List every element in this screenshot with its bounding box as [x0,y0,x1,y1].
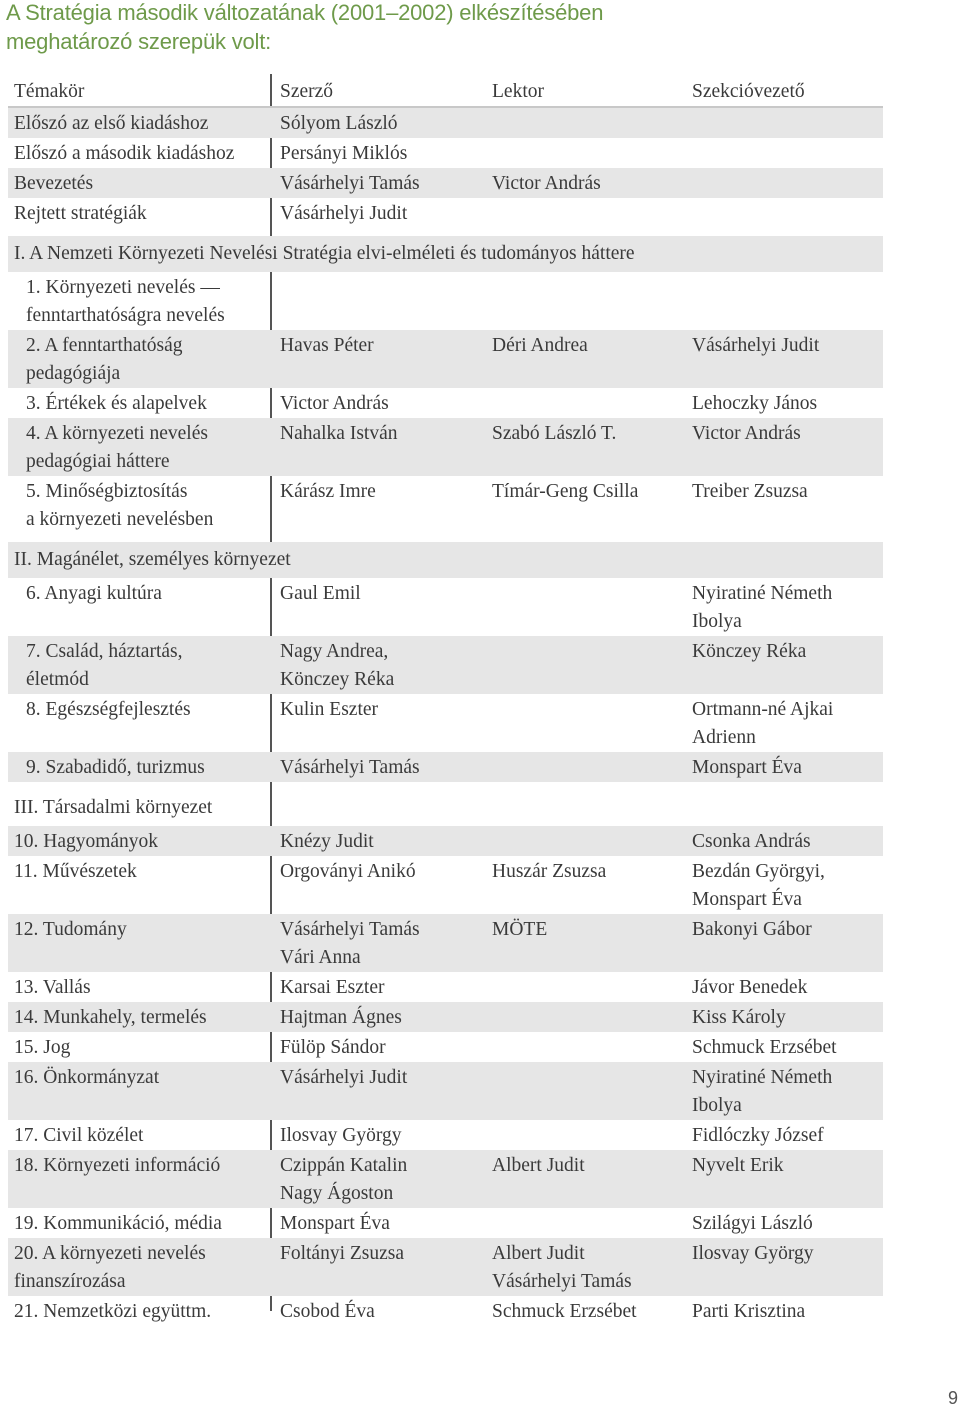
topic-cell [8,110,272,138]
section-lead-cell [686,478,883,506]
topic-cell [8,1004,272,1032]
section-lead-cell [686,974,883,1002]
header-reviewer: Lektor [492,81,544,102]
cell-line: Előszó az első kiadáshoz [14,113,209,134]
topic-cell [8,332,272,388]
section-row [8,542,883,578]
author-cell [272,858,486,886]
table-row [8,636,883,694]
author-cell [272,1004,486,1032]
topic-cell [8,200,272,228]
cell-line: 11. Művészetek [14,861,137,882]
cell-line: Victor András [692,423,801,444]
cell-line: Nyiratiné Németh [692,1067,833,1088]
table-row [8,1120,883,1150]
table-row [8,138,883,168]
topic-cell [8,170,272,198]
cell-line: 7. Család, háztartás, [26,641,183,662]
section-lead-cell [686,696,883,752]
cell-line: Ibolya [692,1095,742,1116]
cell-line: Vásárhelyi Judit [692,335,820,356]
table-row [8,578,883,636]
cell-line: Sólyom László [280,113,398,134]
author-cell [272,170,486,198]
cell-line: 14. Munkahely, termelés [14,1007,207,1028]
reviewer-cell [486,1240,686,1296]
author-cell [272,200,486,228]
cell-line: 17. Civil közélet [14,1125,144,1146]
cell-line: Tímár-Geng Csilla [492,481,639,502]
cell-line: Déri Andrea [492,335,588,356]
topic-cell [8,420,272,476]
author-cell [272,1034,486,1062]
cell-line: Nahalka István [280,423,398,444]
section-row [8,236,883,272]
cell-line: fenntarthatóságra nevelés [26,305,225,326]
author-cell [272,1298,486,1326]
cell-line: 21. Nemzetközi együttm. [14,1301,212,1322]
header-author: Szerző [280,81,334,102]
cell-line: Kiss Károly [692,1007,786,1028]
topic-cell [8,1152,272,1180]
author-cell [272,580,486,608]
section-lead-cell [686,1240,883,1268]
cell-line: Bevezetés [14,173,94,194]
cell-line: Előszó a második kiadáshoz [14,143,235,164]
table-row [8,972,883,1002]
table-row [8,752,883,782]
cell-line: Foltányi Zsuzsa [280,1243,405,1264]
table-row [8,1238,883,1296]
reviewer-cell [486,916,686,944]
cell-line: 9. Szabadidő, turizmus [26,757,205,778]
cell-line: Szabó László T. [492,423,617,444]
table-row [8,856,883,914]
section-lead-cell [686,1152,883,1180]
topic-cell [8,858,272,886]
section-lead-cell [686,1298,883,1326]
reviewer-cell [486,1298,686,1326]
reviewer-cell [486,478,686,506]
section-row [8,790,883,826]
cell-line: Vásárhelyi Judit [280,203,408,224]
table-row [8,826,883,856]
cell-line: Karsai Eszter [280,977,385,998]
cell-line: életmód [26,669,89,690]
cell-line: Vásárhelyi Tamás [280,919,420,940]
cell-line: Ibolya [692,611,742,632]
topic-cell [8,390,272,418]
topic-cell [8,1064,272,1092]
table-row [8,1002,883,1032]
cell-line: 10. Hagyományok [14,831,159,852]
topic-cell [8,274,272,330]
reviewer-cell [486,170,686,198]
table-row [8,168,883,198]
table-row [8,198,883,228]
table-row [8,330,883,388]
topic-cell [8,754,272,782]
cell-line: Persányi Miklós [280,143,408,164]
cell-line: Könczey Réka [280,669,395,690]
cell-line: MÖTE [492,919,548,940]
cell-line: Csonka András [692,831,811,852]
cell-line: Könczey Réka [692,641,807,662]
author-cell [272,696,486,724]
cell-line: pedagógiája [26,363,121,384]
cell-line: Huszár Zsuzsa [492,861,607,882]
cell-line: a környezeti nevelésben [26,509,214,530]
cell-line: Kulin Eszter [280,699,379,720]
cell-line: Nagy Ágoston [280,1183,394,1204]
cell-line: Gaul Emil [280,583,361,604]
cell-line: finanszírozása [14,1271,126,1292]
topic-cell [8,696,272,724]
topic-cell [8,580,272,608]
author-cell [272,1152,486,1208]
cell-line: 4. A környezeti nevelés [26,423,208,444]
topic-cell [8,1240,272,1296]
section-lead-cell [686,1210,883,1238]
cell-line: Havas Péter [280,335,374,356]
table-row [8,1062,883,1120]
table-row [8,914,883,972]
cell-line: Ilosvay György [280,1125,402,1146]
section-lead-cell [686,1122,883,1150]
reviewer-cell [486,332,686,360]
cell-line: Nyvelt Erik [692,1155,784,1176]
cell-line: Ilosvay György [692,1243,814,1264]
cell-line: Kárász Imre [280,481,376,502]
header-section-lead: Szekcióvezető [692,81,805,102]
cell-line: Schmuck Erzsébet [492,1301,637,1322]
page-number: 9 [947,1388,958,1408]
table-row [8,418,883,476]
topic-cell [8,1122,272,1150]
author-cell [272,1064,486,1092]
cell-line: pedagógiai háttere [26,451,170,472]
cell-line: 8. Egészségfejlesztés [26,699,191,720]
topic-cell [8,638,272,694]
cell-line: 1. Környezeti nevelés — [26,277,220,298]
author-cell [272,390,486,418]
cell-line: Monspart Éva [280,1213,390,1234]
cell-line: Adrienn [692,727,756,748]
topic-cell [8,828,272,856]
cell-line: 3. Értékek és alapelvek [26,393,207,414]
section-lead-cell [686,390,883,418]
author-cell [272,916,486,972]
cell-line: 12. Tudomány [14,919,127,940]
author-cell [272,110,486,138]
cell-line: 5. Minőségbiztosítás [26,481,188,502]
section-lead-cell [686,638,883,666]
cell-line: Csobod Éva [280,1301,375,1322]
author-cell [272,478,486,506]
table-row [8,108,883,138]
cell-line: Czippán Katalin [280,1155,408,1176]
cell-line: Fülöp Sándor [280,1037,386,1058]
section-lead-cell [686,858,883,914]
author-cell [272,332,486,360]
cell-line: Ortmann-né Ajkai [692,699,834,720]
heading-line-2: meghatározó szerepük volt: [6,29,272,54]
section-title: I. A Nemzeti Környezeti Nevelési Stratégia elvi-elméleti és tudományos háttere [14,243,635,264]
author-cell [272,974,486,1002]
cell-line: Vásárhelyi Judit [280,1067,408,1088]
cell-line: Knézy Judit [280,831,374,852]
cell-line: Vári Anna [280,947,361,968]
cell-line: 19. Kommunikáció, média [14,1213,222,1234]
cell-line: Jávor Benedek [692,977,808,998]
author-cell [272,754,486,782]
section-lead-cell [686,1034,883,1062]
cell-line: Albert Judit [492,1155,585,1176]
table-row [8,388,883,418]
cell-line: Nyiratiné Németh [692,583,833,604]
topic-cell [8,974,272,1002]
section-lead-cell [686,1004,883,1032]
section-lead-cell [686,754,883,782]
page-heading [6,0,766,56]
cell-line: Schmuck Erzsébet [692,1037,837,1058]
cell-line: Parti Krisztina [692,1301,806,1322]
cell-line: Fidlóczky József [692,1125,824,1146]
topic-cell [8,1298,272,1326]
cell-line: Vásárhelyi Tamás [492,1271,632,1292]
section-lead-cell [686,1064,883,1120]
cell-line: Hajtman Ágnes [280,1007,402,1028]
cell-line: 16. Önkormányzat [14,1067,160,1088]
cell-line: Treiber Zsuzsa [692,481,808,502]
reviewer-cell [486,1152,686,1180]
table-row [8,1032,883,1062]
cell-line: Vásárhelyi Tamás [280,757,420,778]
header-topic: Témakör [14,81,85,102]
topic-cell [8,140,272,168]
author-cell [272,420,486,448]
author-cell [272,1240,486,1268]
cell-line: Nagy Andrea, [280,641,389,662]
table-row [8,476,883,534]
cell-line: 20. A környezeti nevelés [14,1243,206,1264]
reviewer-cell [486,858,686,886]
section-lead-cell [686,332,883,360]
cell-line: Victor András [280,393,389,414]
cell-line: Bakonyi Gábor [692,919,812,940]
cell-line: Szilágyi László [692,1213,813,1234]
cell-line: Orgoványi Anikó [280,861,416,882]
author-cell [272,1210,486,1238]
author-cell [272,828,486,856]
author-cell [272,140,486,168]
table-row [8,1208,883,1238]
cell-line: 13. Vallás [14,977,91,998]
section-lead-cell [686,916,883,944]
topic-cell [8,1034,272,1062]
topic-cell [8,1210,272,1238]
reviewer-cell [486,420,686,448]
contributors-table [8,76,883,1326]
heading-line-1: A Stratégia második változatának (2001–2002) elkészítésében [6,0,604,25]
author-cell [272,638,486,694]
table-row [8,1296,883,1326]
section-lead-cell [686,420,883,448]
section-title: III. Társadalmi környezet [14,797,213,818]
topic-cell [8,478,272,534]
cell-line: Victor András [492,173,601,194]
cell-line: 15. Jog [14,1037,71,1058]
cell-line: Albert Judit [492,1243,585,1264]
cell-line: Monspart Éva [692,757,802,778]
cell-line: 2. A fenntarthatóság [26,335,183,356]
author-cell [272,1122,486,1150]
table-row [8,1150,883,1208]
cell-line: Rejtett stratégiák [14,203,147,224]
cell-line: Bezdán Györgyi, [692,861,825,882]
table-header-row [8,76,883,108]
cell-line: 18. Környezeti információ [14,1155,221,1176]
topic-cell [8,916,272,944]
section-title: II. Magánélet, személyes környezet [14,549,291,570]
cell-line: 6. Anyagi kultúra [26,583,162,604]
section-lead-cell [686,828,883,856]
table-row [8,272,883,330]
cell-line: Vásárhelyi Tamás [280,173,420,194]
section-lead-cell [686,580,883,636]
table-row [8,694,883,752]
cell-line: Monspart Éva [692,889,802,910]
cell-line: Lehoczky János [692,393,818,414]
